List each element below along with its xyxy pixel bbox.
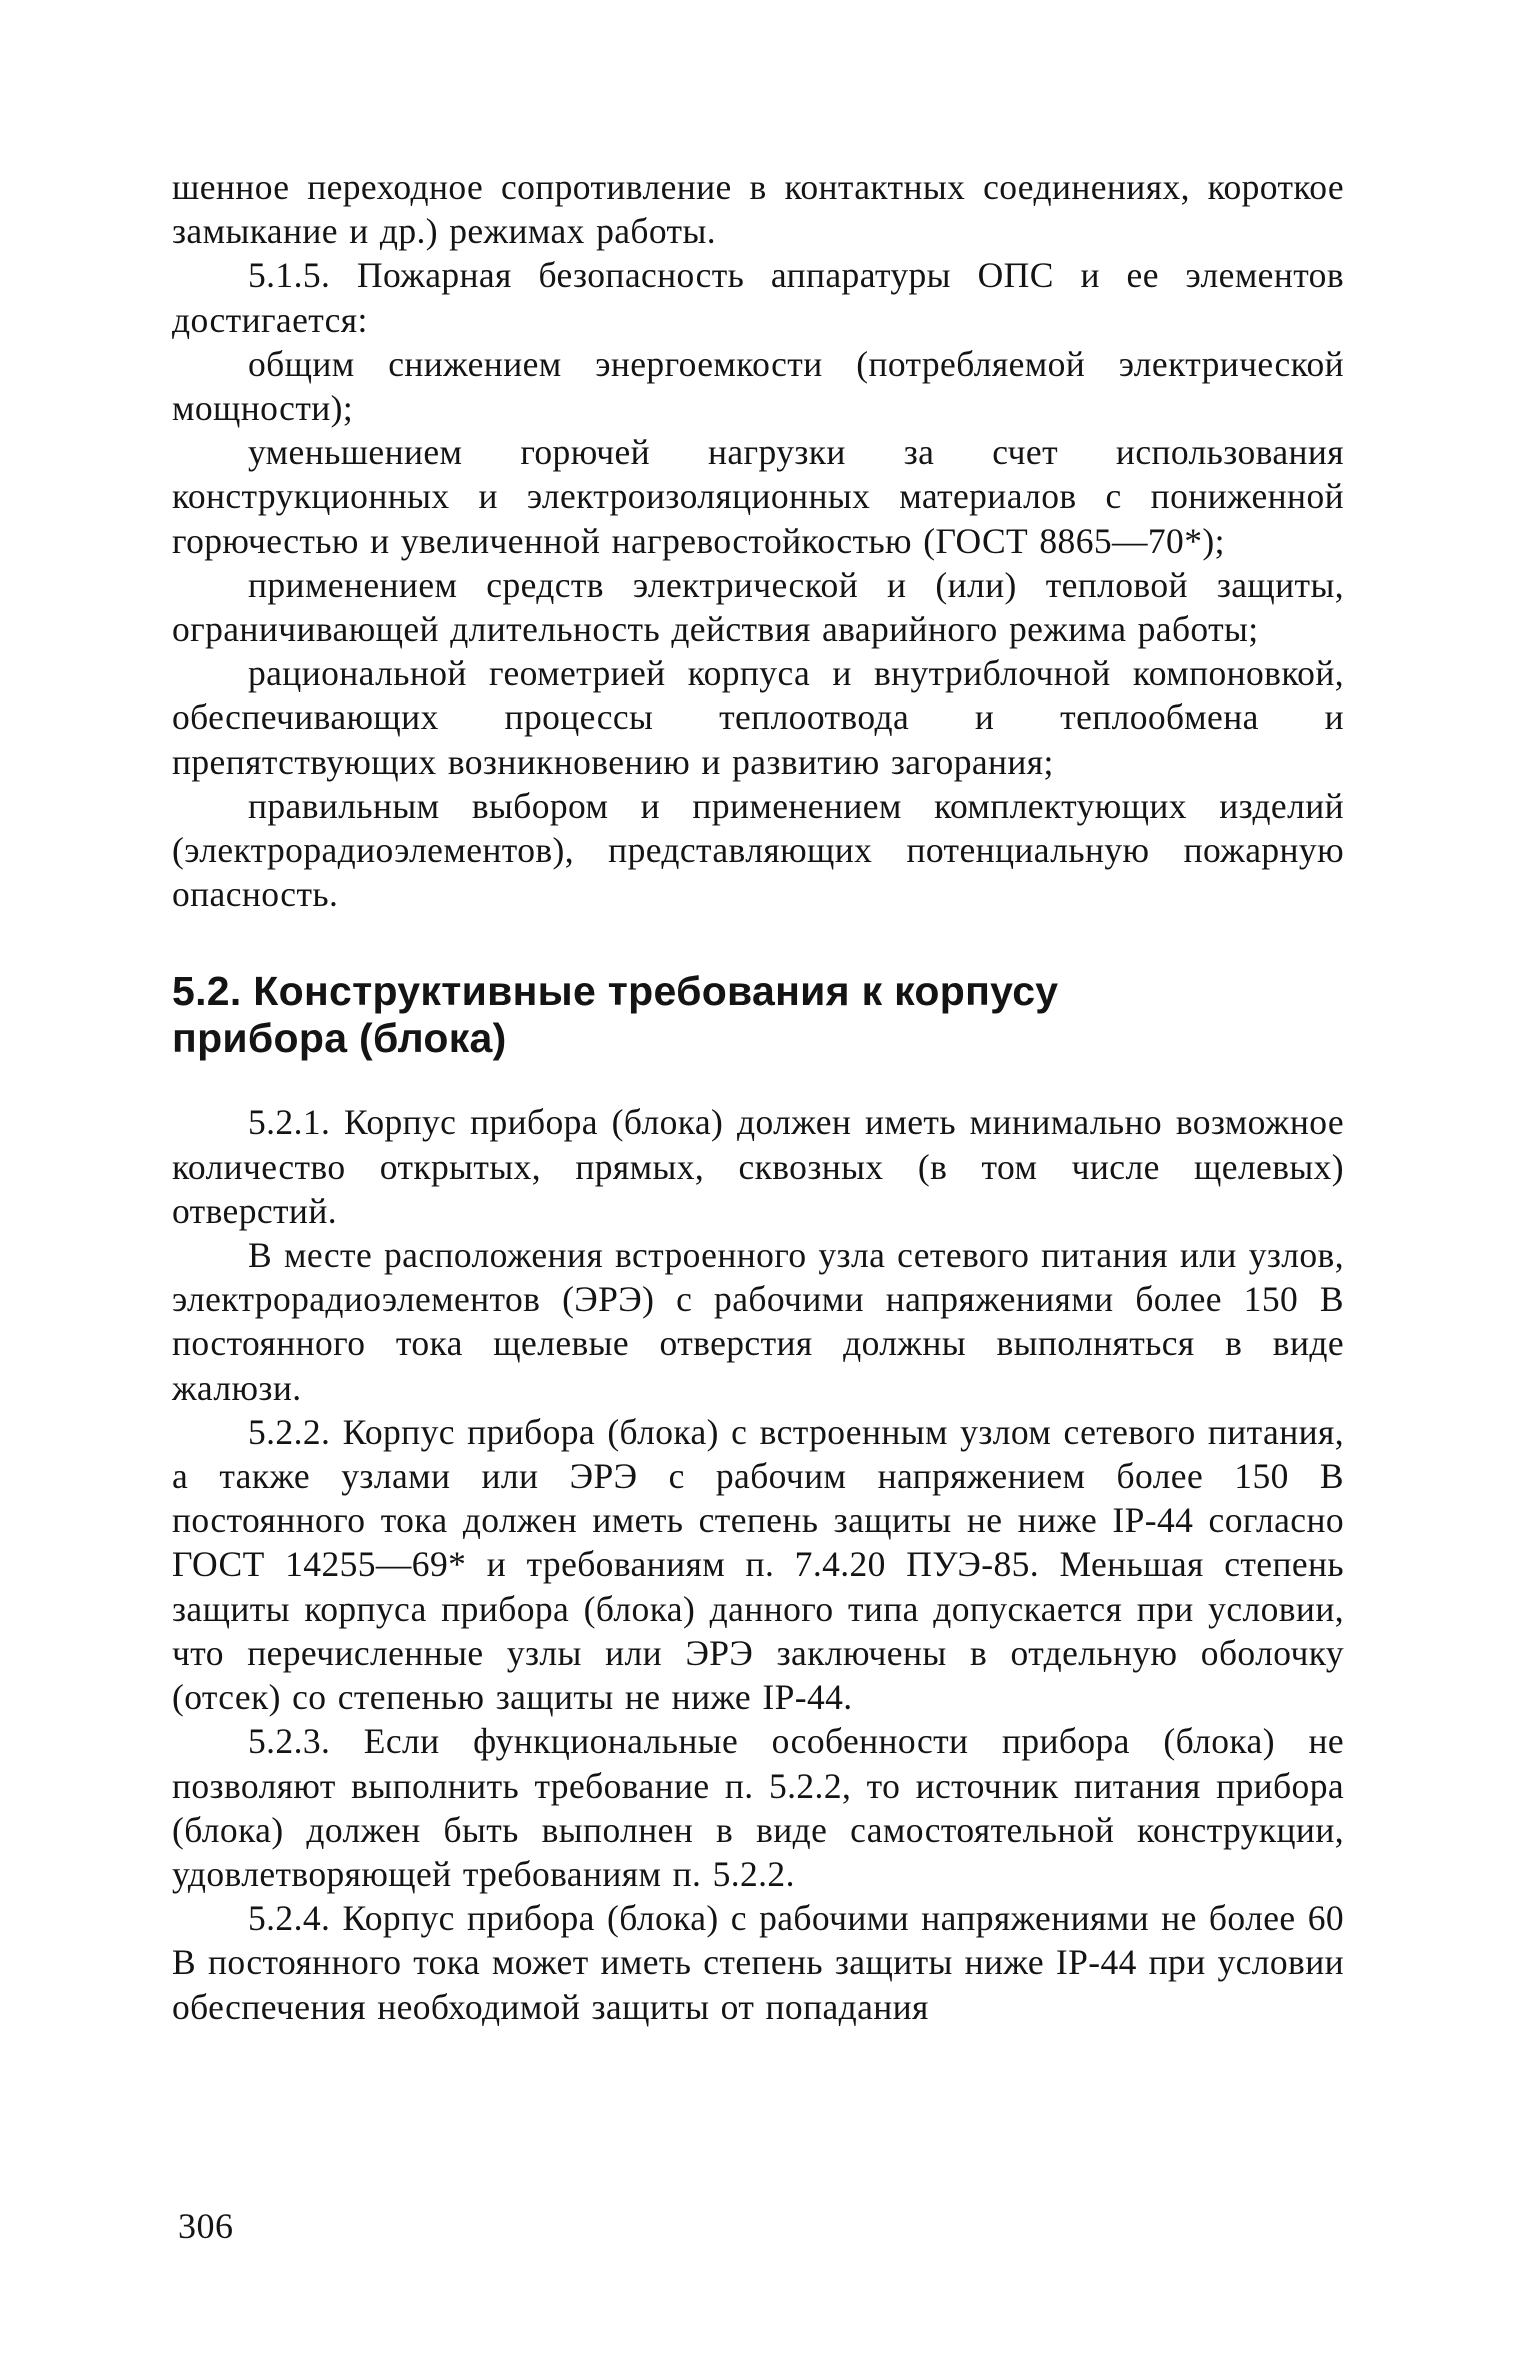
clause-5-2-4: 5.2.4. Корпус прибора (блока) с рабочими напряжениями не более 60 В постоянного тока может иметь степень защиты ниже IP-44 при условии обеспечения необходимой защиты от попадания (172, 1898, 1344, 2027)
page-number: 306 (178, 2206, 234, 2246)
list-item: уменьшением горючей нагрузки за счет использования конструкционных и электроизоляционных материалов с пониженной горючестью и увеличенной нагревостойкостью (ГОСТ 8865—70*); (172, 432, 1344, 561)
section-heading: 5.2. Конструктивные требования к корпусу прибора (блока) (172, 968, 1059, 1062)
document-page (172, 165, 1344, 2029)
continuation-paragraph: шенное переходное сопротивление в контактных соединениях, короткое замыкание и др.) режимах работы. (172, 167, 1344, 252)
clause-5-1-5-intro: 5.1.5. Пожарная безопасность аппаратуры ОПС и ее элементов достигается: (172, 255, 1344, 340)
list-item: общим снижением энергоемкости (потребляемой электрической мощности); (172, 343, 1344, 429)
clause-5-2-3: 5.2.3. Если функциональные особенности прибора (блока) не позволяют выполнить требование п. 5.2.2, то источник питания прибора (блока) должен быть выполнен в виде самостоятельной конструкции, удовлетворяющей требованиям п. 5.2.2. (172, 1721, 1344, 1894)
list-item: применением средств электрической и (или) тепловой защиты, ограничивающей длительность действия аварийного режима работы; (172, 564, 1344, 650)
clause-5-2-1-continued: В месте расположения встроенного узла сетевого питания или узлов, электрорадиоэлементов (ЭРЭ) с рабочими напряжениями более 150 В постоянного тока щелевые отверстия должны выполняться в виде жалюзи. (172, 1235, 1344, 1408)
clause-5-2-1: 5.2.1. Корпус прибора (блока) должен иметь минимально возможное количество открытых, прямых, сквозных (в том числе щелевых) отверстий. (172, 1102, 1344, 1231)
list-item: рациональной геометрией корпуса и внутриблочной компоновкой, обеспечивающих процессы теплоотвода и теплообмена и препятствующих возникновению и развитию загорания; (172, 653, 1344, 782)
list-item: правильным выбором и применением комплектующих изделий (электрорадиоэлементов), представляющих потенциальную пожарную опасность. (172, 785, 1344, 915)
clause-5-2-2: 5.2.2. Корпус прибора (блока) с встроенным узлом сетевого питания, а также узлами или ЭРЭ с рабочим напряжением более 150 В постоянного тока должен иметь степень защиты не ниже IP-44 согласно ГОСТ 14255—69* и требованиям п. 7.4.20 ПУЭ-85. Меньшая степень защиты корпуса прибора (блока) данного типа допускается при условии, что перечисленные узлы или ЭРЭ заключены в отдельную оболочку (отсек) со степенью защиты не ниже IP-44. (172, 1411, 1344, 1718)
